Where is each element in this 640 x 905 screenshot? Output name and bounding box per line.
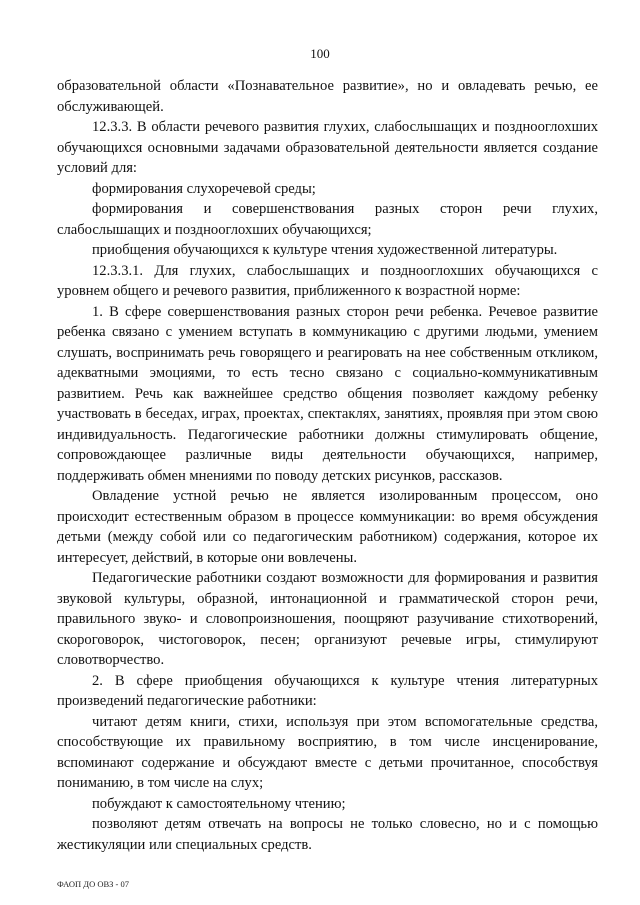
paragraph: 1. В сфере совершенствования разных сторон речи ребенка. Речевое развитие ребенка связано с умением вступать в коммуникацию с другими людьми, умением слушать, воспринимать речь говорящего и реагировать на нее собственным откликом, адекватными эмоциями, то есть тесно связано с социально-коммуникативным развитием. Речь как важнейшее средство общения позволяет каждому ребенку участвовать в беседах, играх, проектах, спектаклях, занятиях, проявляя при этом свою индивидуальность. Педагогические работники должны стимулировать общение, сопровождающее различные виды деятельности обучающихся, например, поддерживать обмен мнениями по поводу детских рисунков, рассказов. <box>57 303 598 484</box>
footer-document-code: ФАОП ДО ОВЗ - 07 <box>57 879 130 889</box>
paragraph: 2. В сфере приобщения обучающихся к культуре чтения литературных произведений педагогические работники: <box>57 672 598 709</box>
paragraph: формирования слухоречевой среды; <box>92 180 316 197</box>
paragraph: позволяют детям отвечать на вопросы не только словесно, но и с помощью жестикуляции или специальных средств. <box>57 816 598 853</box>
paragraph: побуждают к самостоятельному чтению; <box>92 795 346 812</box>
paragraph: 12.3.3.1. Для глухих, слабослышащих и позднооглохших обучающихся с уровнем общего и речевого развития, приближенного к возрастной норме: <box>57 262 598 299</box>
paragraph: читают детям книги, стихи, используя при этом вспомогательные средства, способствующие их правильному восприятию, в том числе инсценирование, вспоминают содержание и обсуждают вместе с детьми прочитанное, способствуя пониманию, в том числе на слух; <box>57 713 598 791</box>
paragraph: Педагогические работники создают возможности для формирования и развития звуковой культуры, образной, интонационной и грамматической сторон речи, правильного звуко- и словопроизношения, поощряют разучивание стихотворений, скороговорок, чистоговорок, песен; организуют речевые игры, стимулируют словотворчество. <box>57 570 598 668</box>
paragraph: Овладение устной речью не является изолированным процессом, оно происходит естественным образом в процессе коммуникации: во время обсуждения детьми (между собой или со педагогическим работником) содержания, которое их интересует, действий, в которые они вовлечены. <box>57 488 598 566</box>
page-number: 100 <box>310 46 330 61</box>
paragraph: образовательной области «Познавательное развитие», но и овладевать речью, ее обслуживающей. <box>57 78 598 115</box>
page-body <box>57 76 598 855</box>
paragraph: 12.3.3. В области речевого развития глухих, слабослышащих и позднооглохших обучающихся основными задачами образовательной деятельности является создание условий для: <box>57 119 598 176</box>
paragraph: формирования и совершенствования разных сторон речи глухих, слабослышащих и позднооглохших обучающихся; <box>57 201 598 238</box>
paragraph: приобщения обучающихся к культуре чтения художественной литературы. <box>92 242 558 258</box>
